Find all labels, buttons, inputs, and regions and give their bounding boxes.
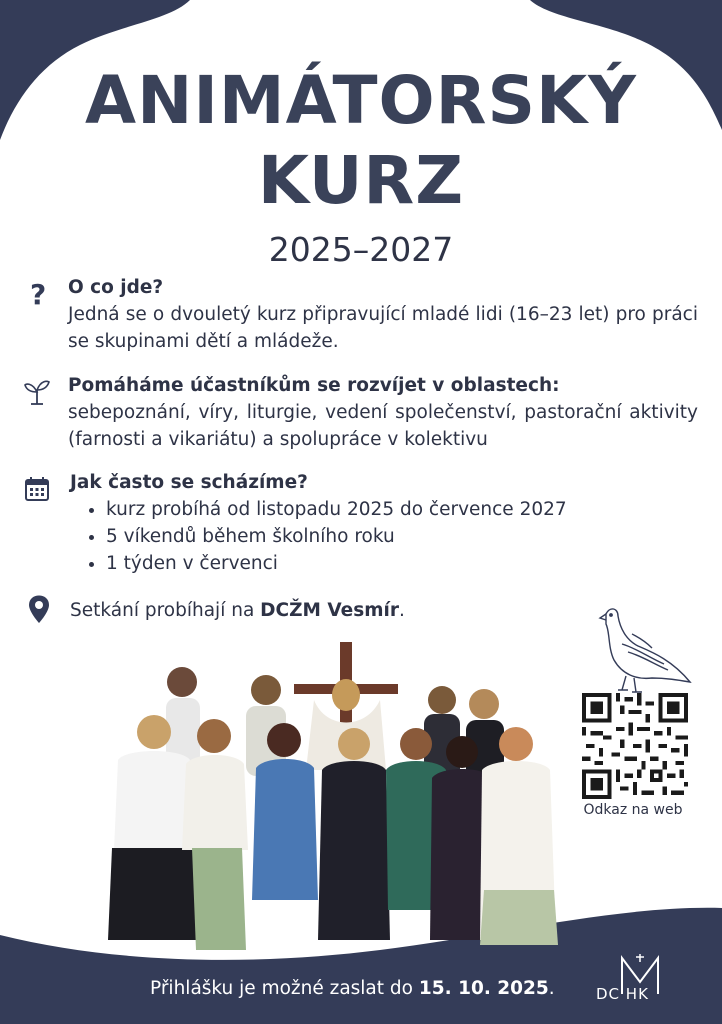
section-development bbox=[68, 372, 698, 453]
list-item: • 1 týden v červenci bbox=[106, 550, 700, 577]
title-line-2: KURZ bbox=[257, 142, 465, 219]
location-text: Setkání probíhají na bbox=[70, 600, 261, 621]
section-about bbox=[68, 274, 698, 355]
footer-text bbox=[150, 978, 555, 999]
course-years: 2025–2027 bbox=[268, 230, 454, 269]
sprout-icon bbox=[22, 376, 52, 406]
footer-deadline: 15. 10. 2025 bbox=[418, 978, 549, 999]
section-about-text: Jedná se o dvouletý kurz připravující mladé lidi (16–23 let) pro práci se skupinami dětí a mládeže. bbox=[68, 304, 698, 352]
qr-code[interactable] bbox=[582, 693, 688, 799]
footer-text-before: Přihlášku je možné zaslat do bbox=[150, 978, 419, 999]
question-mark-icon bbox=[22, 278, 52, 308]
section-development-heading: Pomáháme účastníkům se rozvíjet v oblastech: bbox=[68, 375, 560, 396]
list-item: • 5 víkendů během školního roku bbox=[106, 523, 700, 550]
section-schedule bbox=[70, 469, 700, 577]
location-period: . bbox=[398, 600, 405, 621]
location-pin-icon bbox=[24, 594, 54, 624]
dove-illustration bbox=[592, 604, 696, 696]
title-line-1: ANIMÁTORSKÝ bbox=[85, 62, 637, 139]
footer-period: . bbox=[548, 978, 555, 999]
schedule-list bbox=[70, 496, 700, 577]
section-schedule-heading: Jak často se scházíme? bbox=[70, 472, 308, 493]
group-photo bbox=[96, 640, 566, 960]
section-about-heading: O co jde? bbox=[68, 277, 164, 298]
location-place: DCŽM Vesmír bbox=[260, 600, 399, 621]
svg-text:?: ? bbox=[30, 278, 47, 308]
dcm-logo-text: DC HK bbox=[596, 985, 649, 1003]
qr-caption: Odkaz na web bbox=[583, 802, 683, 818]
calendar-icon bbox=[22, 474, 52, 504]
list-item: • kurz probíhá od listopadu 2025 do července 2027 bbox=[106, 496, 700, 523]
section-development-text: sebepoznání, víry, liturgie, vedení společenství, pastorační aktivity (farnosti a vikariátu) a spolupráce v kolektivu bbox=[68, 402, 698, 450]
